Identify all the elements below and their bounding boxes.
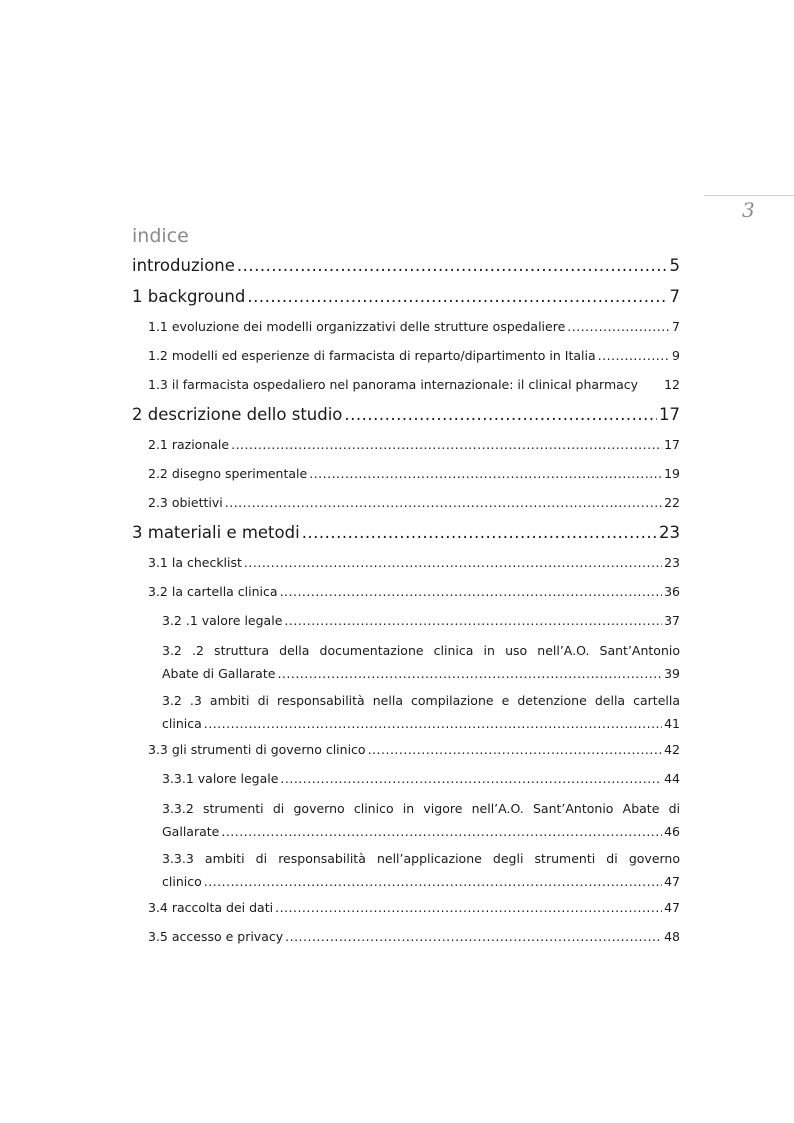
toc-entry-title: 1 background bbox=[132, 287, 246, 306]
toc-entry-title: 2.1 razionale bbox=[148, 437, 230, 452]
toc-entry-3-2-1[interactable] bbox=[132, 606, 680, 635]
toc-entry-title: 3.2 la cartella clinica bbox=[148, 584, 278, 599]
toc-entry-page: 5 bbox=[669, 256, 680, 275]
dot-leader bbox=[280, 764, 662, 793]
dot-leader bbox=[280, 577, 663, 606]
toc-entry-1-3[interactable] bbox=[132, 370, 680, 399]
toc-entry-3-3-2[interactable] bbox=[132, 793, 680, 843]
dot-leader bbox=[368, 735, 663, 764]
toc-entry-title: 2.2 disegno sperimentale bbox=[148, 466, 308, 481]
toc-entry-page: 17 bbox=[659, 405, 680, 424]
dot-leader bbox=[309, 459, 662, 488]
dot-leader bbox=[344, 399, 657, 430]
toc-entry-page: 9 bbox=[672, 348, 680, 363]
toc-entry-title: 2 descrizione dello studio bbox=[132, 405, 343, 424]
header-rule bbox=[704, 195, 794, 196]
toc-entry-page: 44 bbox=[664, 771, 680, 786]
toc-entry-page: 22 bbox=[664, 495, 680, 510]
dot-leader bbox=[598, 341, 670, 370]
toc-entry-page: 23 bbox=[664, 555, 680, 570]
dot-leader bbox=[204, 712, 662, 735]
toc-entry-3-1[interactable] bbox=[132, 548, 680, 577]
dot-leader bbox=[221, 820, 662, 843]
dot-leader bbox=[247, 281, 667, 312]
toc-entry-3-5[interactable] bbox=[132, 922, 680, 951]
dot-leader bbox=[285, 922, 662, 951]
toc-entry-page: 23 bbox=[659, 523, 680, 542]
toc-entry-page: 12 bbox=[664, 377, 680, 392]
toc-entry-title: 3.2 .1 valore legale bbox=[162, 613, 283, 628]
toc-entry-page: 47 bbox=[664, 900, 680, 915]
dot-leader bbox=[204, 870, 662, 893]
toc-entry-title: 1.1 evoluzione dei modelli organizzativi delle strutture ospedaliere bbox=[148, 319, 566, 334]
toc-entry-title: 1.2 modelli ed esperienze di farmacista di reparto/dipartimento in Italia bbox=[148, 348, 596, 363]
toc-entry-1-1[interactable] bbox=[132, 312, 680, 341]
toc-entry-title: introduzione bbox=[132, 256, 235, 275]
toc-entry-page: 36 bbox=[664, 584, 680, 599]
toc-entry-title: 2.3 obiettivi bbox=[148, 495, 223, 510]
dot-leader bbox=[284, 606, 662, 635]
toc-entry-title-line1: 3.2 .3 ambiti di responsabilità nella compilazione e detenzione della cartella bbox=[162, 693, 680, 708]
toc-entry-page: 19 bbox=[664, 466, 680, 481]
dot-leader bbox=[277, 662, 662, 685]
toc-entry-title-line2: clinica bbox=[162, 716, 202, 731]
toc-entry-page: 37 bbox=[664, 613, 680, 628]
toc-entry-3-3-1[interactable] bbox=[132, 764, 680, 793]
toc-entry-3-3-3[interactable] bbox=[132, 843, 680, 893]
dot-leader bbox=[244, 548, 662, 577]
toc-entry-page: 46 bbox=[664, 824, 680, 839]
toc-entry-page: 17 bbox=[664, 437, 680, 452]
toc-entry-page: 7 bbox=[672, 319, 680, 334]
toc-entry-title: 3.4 raccolta dei dati bbox=[148, 900, 274, 915]
toc-entry-page: 7 bbox=[669, 287, 680, 306]
toc-entry-page: 41 bbox=[664, 716, 680, 731]
toc-entry-title-line1: 3.3.2 strumenti di governo clinico in vigore nell’A.O. Sant’Antonio Abate di bbox=[162, 801, 680, 816]
toc-title: indice bbox=[132, 225, 189, 247]
toc-entry-3-3[interactable] bbox=[132, 735, 680, 764]
toc-entry-title: 3.3 gli strumenti di governo clinico bbox=[148, 742, 366, 757]
toc-entry-page: 39 bbox=[664, 666, 680, 681]
toc-entry-chapter-3[interactable] bbox=[132, 517, 680, 548]
toc-entry-1-2[interactable] bbox=[132, 341, 680, 370]
toc-entry-3-4[interactable] bbox=[132, 893, 680, 922]
table-of-contents bbox=[132, 222, 680, 951]
toc-entry-chapter-2[interactable] bbox=[132, 399, 680, 430]
toc-entry-introduzione[interactable] bbox=[132, 250, 680, 281]
toc-entry-2-3[interactable] bbox=[132, 488, 680, 517]
toc-entry-chapter-1[interactable] bbox=[132, 281, 680, 312]
toc-entry-title-line1: 3.3.3 ambiti di responsabilità nell’applicazione degli strumenti di governo bbox=[162, 851, 680, 866]
toc-entry-page: 48 bbox=[664, 929, 680, 944]
dot-leader bbox=[237, 250, 668, 281]
toc-entry-title-line2: Gallarate bbox=[162, 824, 220, 839]
toc-entry-title: 1.3 il farmacista ospedaliero nel panorama internazionale: il clinical pharmacy bbox=[148, 377, 639, 392]
dot-leader bbox=[225, 488, 662, 517]
toc-entry-title: 3.1 la checklist bbox=[148, 555, 242, 570]
toc-entry-title-line1: 3.2 .2 struttura della documentazione clinica in uso nell’A.O. Sant’Antonio bbox=[162, 643, 680, 658]
toc-entry-title-line2: clinico bbox=[162, 874, 202, 889]
page-number: 3 bbox=[742, 198, 755, 222]
toc-entry-page: 42 bbox=[664, 742, 680, 757]
toc-entry-title: 3.3.1 valore legale bbox=[162, 771, 279, 786]
toc-entry-3-2-3[interactable] bbox=[132, 685, 680, 735]
toc-entry-2-1[interactable] bbox=[132, 430, 680, 459]
dot-leader bbox=[231, 430, 662, 459]
dot-leader bbox=[302, 517, 657, 548]
toc-entry-3-2[interactable] bbox=[132, 577, 680, 606]
toc-entry-page: 47 bbox=[664, 874, 680, 889]
dot-leader bbox=[567, 312, 670, 341]
toc-entry-title: 3 materiali e metodi bbox=[132, 523, 300, 542]
toc-entry-3-2-2[interactable] bbox=[132, 635, 680, 685]
dot-leader bbox=[275, 893, 662, 922]
toc-entry-title: 3.5 accesso e privacy bbox=[148, 929, 284, 944]
toc-entry-title-line2: Abate di Gallarate bbox=[162, 666, 276, 681]
toc-entry-2-2[interactable] bbox=[132, 459, 680, 488]
